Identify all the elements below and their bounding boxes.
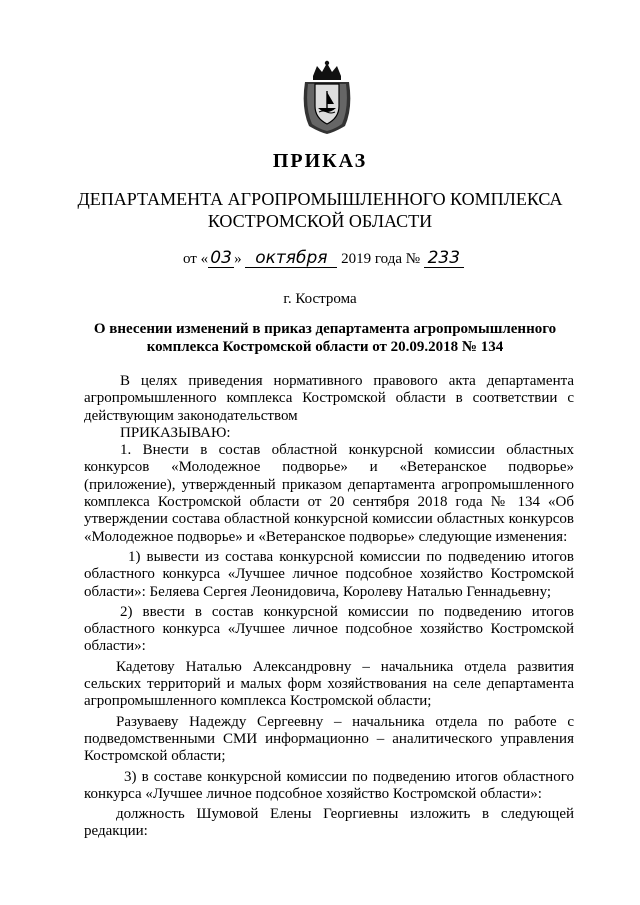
- date-quote-close: »: [234, 251, 242, 267]
- coat-of-arms-emblem: [299, 60, 355, 136]
- date-year: 2019 года: [341, 251, 402, 267]
- handwritten-month: октября: [245, 249, 337, 268]
- department-name-line-2: КОСТРОМСКОЙ ОБЛАСТИ: [207, 211, 433, 231]
- order-subject: О внесении изменений в приказ департамента агропромышленного комплекса Костромской области от 20.09.2018 № 134: [93, 321, 557, 355]
- order-directive: ПРИКАЗЫВАЮ:: [120, 424, 231, 441]
- clause-1-item-1: 1) вывести из состава конкурсной комиссии по подведению итогов областного конкурса «Лучшее личное подсобное хозяйство Костромской области»: Беляева Сергея Леонидовича, Королеву Наталью Геннадьевну;: [84, 548, 574, 600]
- department-name: [0, 188, 640, 232]
- member-kadetova: Кадетову Наталью Александровну – начальника отдела развития сельских территорий и малых форм хозяйствования на селе департамента агропромышленного комплекса Костромской области;: [84, 658, 574, 710]
- department-name-line-1: ДЕПАРТАМЕНТА АГРОПРОМЫШЛЕННОГО КОМПЛЕКСА: [77, 189, 563, 209]
- order-date-number-line: [183, 249, 464, 268]
- clause-1-paragraph: 1. Внести в состав областной конкурсной комиссии областных конкурсов «Молодежное подворье» и «Ветеранское подворье» (приложение), утвержденный приказом департамента агропромышленного комплекса Костромской области от 20 сентября 2018 года № 134 «Об утверждении состава областной конкурсной комиссии областных конкурсов «Молодежное подворье» и «Ветеранское подворье» следующие изменения:: [84, 442, 574, 545]
- document-type-title: ПРИКАЗ: [272, 150, 368, 172]
- date-prefix: от «: [183, 251, 209, 267]
- preamble-paragraph: В целях приведения нормативного правового акта департамента агропромышленного комплекса Костромской области в соответствии с действующим законодательством: [84, 373, 574, 424]
- number-sign: №: [405, 251, 421, 267]
- member-razuvaeva: Разуваеву Надежду Сергеевну – начальника отдела по работе с подведомственными СМИ информационно – аналитического управления Костромской области;: [84, 713, 574, 765]
- clause-1-item-3: 3) в составе конкурсной комиссии по подведению итогов областного конкурса «Лучшее личное подсобное хозяйство Костромской области»:: [84, 768, 574, 802]
- handwritten-order-number: 233: [424, 249, 464, 268]
- handwritten-day: 03: [208, 249, 234, 268]
- city-name: г. Кострома: [283, 291, 357, 307]
- order-body: [84, 373, 574, 841]
- position-change-paragraph: должность Шумовой Елены Георгиевны изложить в следующей редакции:: [84, 806, 574, 840]
- clause-1-item-2: 2) ввести в состав конкурсной комиссии по подведению итогов областного конкурса «Лучшее личное подсобное хозяйство Костромской области»:: [84, 603, 574, 655]
